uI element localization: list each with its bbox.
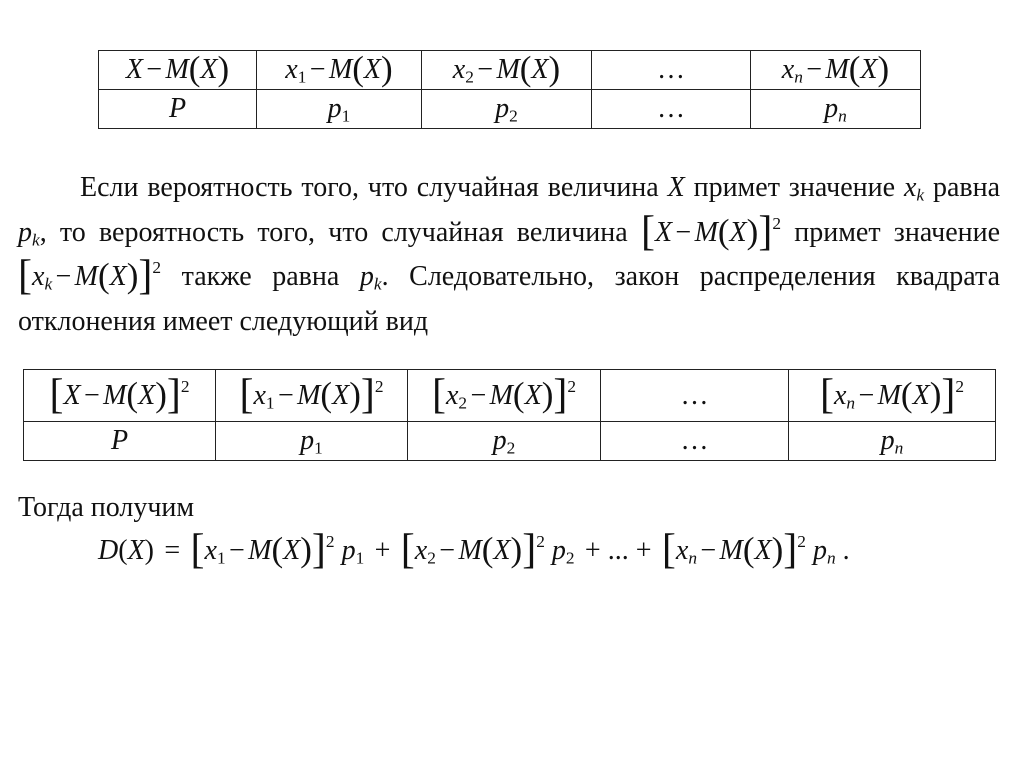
squared-deviation-table bbox=[23, 369, 996, 461]
table-cell: $[X - M(X)]^2$ bbox=[24, 370, 216, 422]
table-cell: $p_2$ bbox=[408, 422, 601, 461]
table-cell: $x_1 - M(X)$ bbox=[257, 51, 422, 90]
table-cell: $p_1$ bbox=[216, 422, 408, 461]
table-cell: $p_1$ bbox=[257, 90, 422, 129]
paragraph-text: равна bbox=[932, 172, 1001, 203]
table-cell: $[x_2 - M(X)]^2$ bbox=[408, 370, 601, 422]
paragraph-text: x bbox=[903, 172, 917, 203]
paragraph-text: k bbox=[916, 185, 925, 205]
paragraph-text: также равна bbox=[181, 261, 340, 292]
table-row bbox=[24, 370, 996, 422]
table-cell: … bbox=[601, 370, 789, 422]
paragraph-text: . Следовательно, закон распределения квадрата отклонения имеет следующий вид bbox=[18, 261, 1001, 337]
table-cell: P bbox=[24, 422, 216, 461]
table-row bbox=[24, 422, 996, 461]
table-cell: $[x_n - M(X)]^2$ bbox=[789, 370, 996, 422]
inline-formula: $[x_k - M(X)]^2$ bbox=[18, 253, 162, 300]
variance-formula: $D(X) = [x_1 - M(X)]^2$ $p_1 + [x_2 - M(X)]^2$ $p_2$ + ... + $[x_n - M(X)]^2$ $p_n$ . bbox=[98, 527, 850, 574]
paragraph-text: примет значение bbox=[693, 172, 896, 203]
table-cell: … bbox=[592, 51, 751, 90]
table-cell: $p_2$ bbox=[422, 90, 592, 129]
paragraph-text: Если вероятность того, что случайная величина bbox=[80, 172, 659, 203]
paragraph-text: , то вероятность того, что случайная величина bbox=[39, 216, 628, 248]
table-cell: $x_2 - M(X)$ bbox=[422, 51, 592, 90]
distribution-table bbox=[98, 50, 921, 129]
table-cell: P bbox=[99, 90, 257, 129]
table-cell: $[x_1 - M(X)]^2$ bbox=[216, 370, 408, 422]
inline-formula: $[X - M(X)]^2$ bbox=[640, 208, 781, 255]
table-row bbox=[99, 51, 921, 90]
paragraph-text: X bbox=[667, 172, 685, 203]
table-cell: … bbox=[592, 90, 751, 129]
table-row bbox=[99, 90, 921, 129]
then-text: Тогда получим bbox=[18, 492, 195, 523]
paragraph-text: p bbox=[18, 216, 32, 248]
paragraph-text: примет значение bbox=[794, 216, 1001, 248]
body-paragraph: Если вероятность того, что случайная величина X примет значение $x_k$ равна $p_k$, то вероятность того, что случайная величина $[X - M(X)]^2$ примет значение $[x_k - M(X)]^2$ также равна $p_k$. Следовательно, закон распределения квадрата отклонения имеет следующий вид bbox=[18, 172, 1001, 337]
table-cell: $p_n$ bbox=[751, 90, 921, 129]
table-cell: $x_n - M(X)$ bbox=[751, 51, 921, 90]
table-cell: … bbox=[601, 422, 789, 461]
table-cell: $p_n$ bbox=[789, 422, 996, 461]
table-cell: X − M(X) bbox=[99, 51, 257, 90]
